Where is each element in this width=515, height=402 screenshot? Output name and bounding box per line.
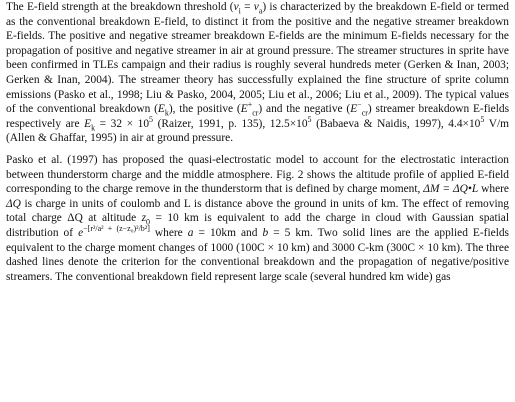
superscript: − — [357, 100, 362, 110]
math-symbol: b — [262, 226, 269, 239]
math-symbol: E — [157, 103, 165, 116]
math-symbol: a — [187, 226, 194, 239]
document-page — [6, 0, 509, 284]
subscript: k — [91, 123, 96, 133]
subscript: cr — [361, 108, 368, 118]
text-run: ) streamer breakdown E-fields respectively are — [6, 103, 510, 130]
superscript: −[r²/a² + (z−z₀)²/b²] — [83, 224, 150, 234]
math-symbol: v — [233, 1, 239, 13]
subscript: 0 — [146, 217, 151, 227]
text-run: = 5 km. Two solid lines are the applied E-fields equivalent to the charge moment changes of 1000 (100C × 10 km) and 3000 C-km (300C × 10 km). The three dashed lines denote the criterion for the conventional breakdown and the propagation of negative/positive streamers. The conventional breakdown field represent large scale (several hundred km wide) gas — [6, 226, 509, 283]
math-symbol: ΔQ — [6, 197, 21, 210]
paragraph-quasi-electrostatic-model — [6, 153, 509, 284]
math-symbol: E — [240, 103, 248, 116]
superscript: 5 — [149, 114, 154, 124]
text-run: (Babaeva & Naidis, 1997), 4.4×10 — [311, 117, 481, 130]
text-run: (Raizer, 1991, p. 135), 12.5×10 — [153, 117, 308, 130]
text-run: = 10km and — [193, 226, 263, 239]
math-symbol: E — [350, 103, 358, 116]
subscript: i — [238, 6, 241, 16]
text-run: ), the positive ( — [168, 103, 241, 116]
text-run: where — [149, 226, 188, 239]
math-symbol: E — [84, 117, 92, 130]
math-symbol: e — [78, 226, 84, 239]
math-symbol: v — [253, 1, 259, 13]
text-run: ) and the negative ( — [258, 103, 351, 116]
text-run: V/m (Allen & Ghaffar, 1995) in air at ground pressure. — [6, 117, 509, 145]
math-symbol: ΔM = ΔQ•L — [423, 183, 479, 196]
paragraph-breakdown-fields — [6, 0, 509, 146]
text-run: = 10 km is equivalent to add the charge in cloud with Gaussian spatial distribution of — [6, 212, 509, 239]
text-run: Pasko et al. (1997) has proposed the quasi-electrostatic model to account for the electrostatic interaction between thunderstorm charge and the middle atmosphere. Fig. 2 shows the altitude profile of applied E-field corresponding to the charge remove in the thunderstorm that is defined by charge moment, — [6, 153, 509, 196]
text-run: ) is characterized by the breakdown E-field or termed as the conventional breakdown E-field, to distinct it from the positive and the negative streamer breakdown E-fields. The positive and negative streamer breakdown E-fields are the minimum E-fields necessary for the propagation of positive and negative streamer in air at ground pressure. The streamer structures in sprite have been confirmed in TLEs campaign and their radius is roughly several hundreds meter (Gerken & Inan, 2003; Gerken & Inan, 2004). The streamer theory has successfully explained the fine structure of sprite column emissions (Pasko et al., 1998; Liu & Pasko, 2004, 2005; Liu et al., 2006; Liu et al., 2009). The typical values of the conventional breakdown ( — [6, 1, 509, 116]
text-run: where — [478, 183, 509, 196]
math-symbol: z — [141, 212, 147, 225]
superscript: 5 — [480, 114, 485, 124]
text-run: = 32 × 10 — [95, 117, 150, 130]
subscript: a — [258, 6, 263, 16]
text-run: The E-field strength at the breakdown threshold ( — [6, 1, 234, 13]
text-run: = — [240, 1, 254, 13]
superscript: + — [247, 100, 253, 110]
superscript: 5 — [307, 114, 312, 124]
subscript: cr — [252, 108, 259, 118]
subscript: k — [164, 108, 169, 118]
text-run: is charge in units of coulomb and L is distance above the ground in units of km. The effect of removing total charge ΔQ at altitude — [6, 197, 509, 225]
